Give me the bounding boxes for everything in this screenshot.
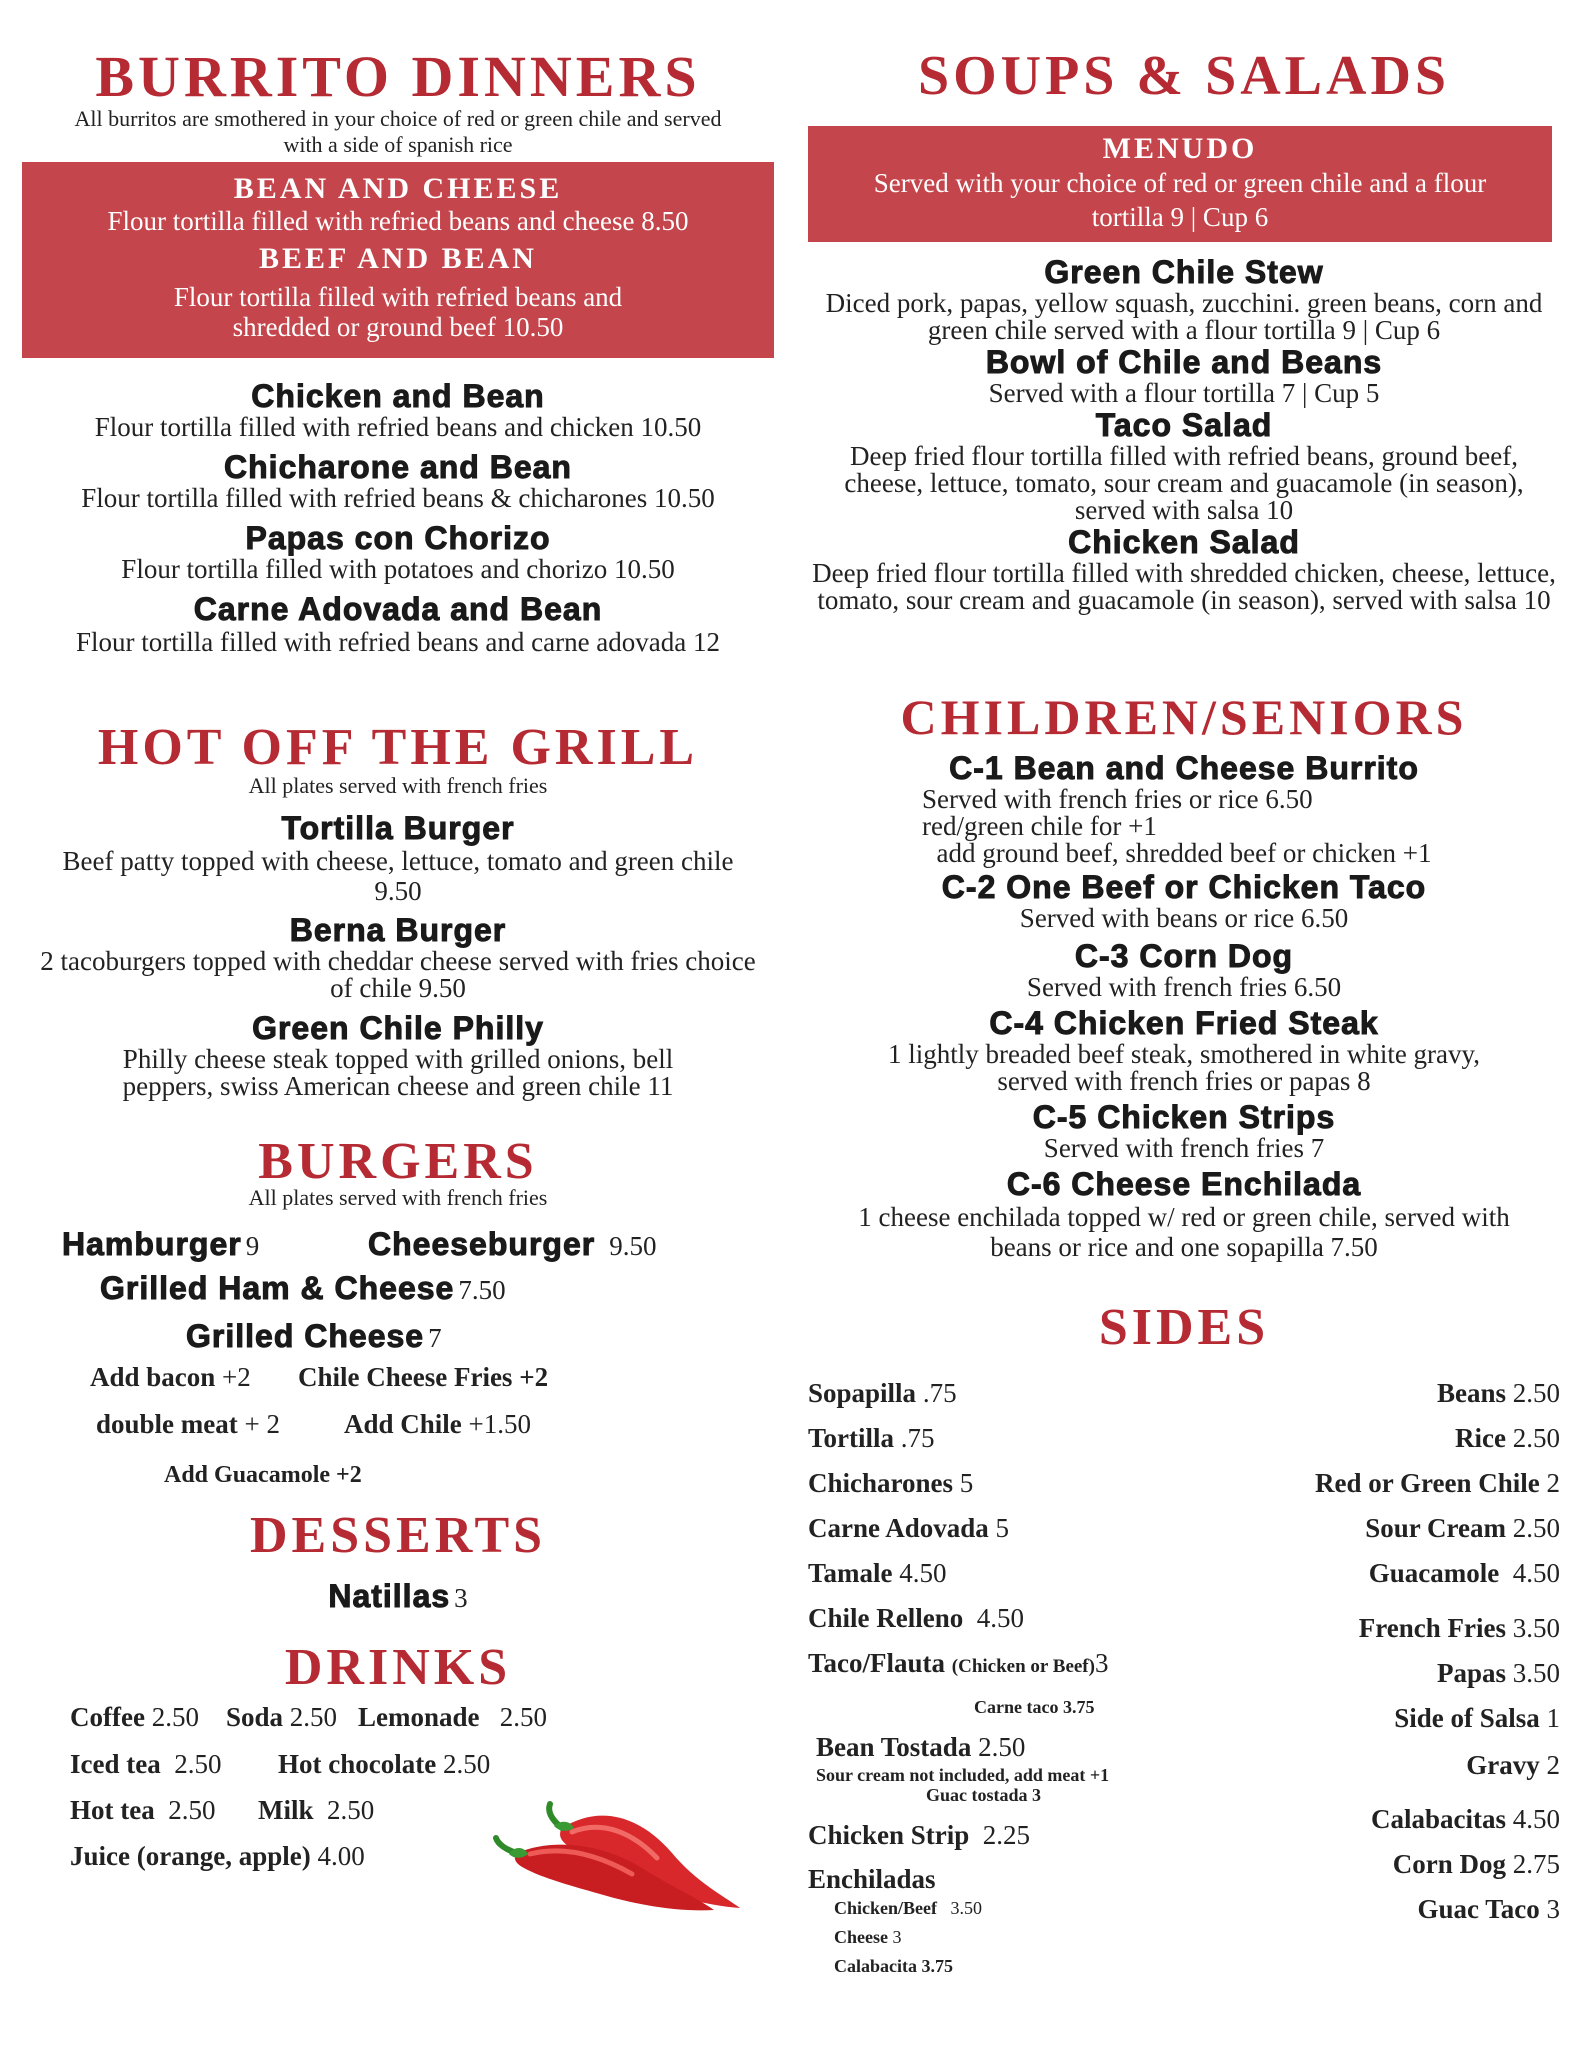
side-name: Sour Cream bbox=[1365, 1513, 1506, 1543]
addon-price: +2 bbox=[222, 1362, 251, 1392]
side-enchiladas: Enchiladas bbox=[808, 1864, 936, 1894]
side-price: 4.50 bbox=[1512, 1558, 1560, 1588]
side-item bbox=[808, 1468, 973, 1499]
menu-item bbox=[808, 254, 1560, 344]
item-name: Grilled Cheese bbox=[186, 1318, 425, 1354]
drink-name: Hot chocolate bbox=[278, 1749, 437, 1779]
burrito-dinners-title: BURRITO DINNERS bbox=[95, 44, 701, 109]
cheeseburger-item bbox=[368, 1226, 656, 1262]
item-desc: Flour tortilla filled with refried beans & chicharones 10.50 bbox=[81, 483, 715, 513]
item-name: C-3 Corn Dog bbox=[1074, 938, 1294, 974]
side-name: Chicken Strip bbox=[808, 1820, 970, 1850]
item-name: C-4 Chicken Fried Steak bbox=[989, 1005, 1379, 1041]
side-item bbox=[808, 1378, 957, 1409]
grill-items bbox=[22, 810, 774, 1100]
side-price: 5 bbox=[995, 1513, 1010, 1543]
item-name: Bowl of Chile and Beans bbox=[985, 344, 1383, 380]
addon-name: Add bacon bbox=[90, 1362, 216, 1392]
side-name: Papas bbox=[1436, 1658, 1506, 1688]
side-name: Corn Dog bbox=[1392, 1849, 1506, 1879]
desserts-title: DESSERTS bbox=[249, 1507, 547, 1564]
addon-price: +2 bbox=[336, 1462, 362, 1488]
side-price: 2.25 bbox=[982, 1820, 1031, 1850]
drink-coffee bbox=[70, 1702, 199, 1733]
side-price: 2 bbox=[1546, 1468, 1560, 1498]
side-price: 3 bbox=[892, 1927, 902, 1947]
addon-price: +2 bbox=[519, 1362, 549, 1392]
item-name: Taco Salad bbox=[1095, 407, 1273, 443]
drink-name: Coffee bbox=[70, 1702, 145, 1732]
drink-soda bbox=[226, 1702, 337, 1733]
drink-iced-tea bbox=[70, 1749, 221, 1780]
grilled-cheese-item bbox=[186, 1318, 442, 1354]
side-price: 2.50 bbox=[1512, 1513, 1560, 1543]
hamburger-item bbox=[62, 1226, 259, 1262]
side-carne-taco: Carne taco 3.75 bbox=[974, 1697, 1095, 1717]
item-name: BEAN AND CHEESE bbox=[233, 172, 563, 205]
side-ench-cheese bbox=[834, 1927, 901, 1948]
children-items bbox=[808, 750, 1560, 1262]
item-name: Cheeseburger bbox=[368, 1226, 596, 1262]
item-desc: Served with french fries 7 bbox=[1043, 1133, 1325, 1163]
item-desc: Deep fried flour tortilla filled with refried beans, ground beef, cheese, lettuce, tomato, sour cream and guacamole (in season), served with salsa 10 bbox=[844, 441, 1524, 525]
menu-item bbox=[22, 520, 774, 583]
side-name: French Fries bbox=[1358, 1613, 1506, 1643]
item-name: BEEF AND BEAN bbox=[259, 242, 537, 275]
menu-item bbox=[22, 449, 774, 512]
item-desc: 2 tacoburgers topped with cheddar cheese served with fries choice of chile 9.50 bbox=[40, 946, 756, 1003]
side-item bbox=[1160, 1513, 1560, 1544]
menu-item bbox=[808, 407, 1560, 524]
side-name: Guacamole bbox=[1368, 1558, 1500, 1588]
side-price: 2.50 bbox=[1512, 1378, 1560, 1408]
item-name: C-5 Chicken Strips bbox=[1032, 1099, 1336, 1135]
menu-item bbox=[22, 810, 774, 906]
grill-title: HOT OFF THE GRILL bbox=[97, 719, 699, 776]
item-name: MENUDO bbox=[1102, 132, 1258, 165]
side-item bbox=[808, 1423, 935, 1454]
burrito-featured-box bbox=[22, 162, 774, 358]
side-price: 3.50 bbox=[1512, 1658, 1560, 1688]
drink-hot-tea bbox=[70, 1795, 215, 1826]
side-price: .75 bbox=[922, 1378, 957, 1408]
burgers-title: BURGERS bbox=[258, 1133, 538, 1190]
side-item-chicken-strip bbox=[808, 1820, 1030, 1851]
addon-price: +1.50 bbox=[468, 1409, 532, 1439]
side-item bbox=[1160, 1378, 1560, 1409]
side-name: Bean Tostada bbox=[816, 1732, 972, 1762]
menu-item bbox=[808, 938, 1560, 1001]
drink-juice bbox=[70, 1841, 365, 1872]
menu-item bbox=[808, 869, 1560, 932]
side-item bbox=[1160, 1703, 1560, 1734]
item-desc: Served with a flour tortilla 7 | Cup 5 bbox=[988, 378, 1380, 408]
addon-bacon bbox=[90, 1362, 251, 1393]
side-name: Calabacitas bbox=[1371, 1804, 1506, 1834]
item-desc: Flour tortilla filled with refried beans and cheese 8.50 bbox=[107, 206, 689, 236]
side-name: Taco/Flauta bbox=[808, 1648, 946, 1678]
menu-item bbox=[22, 912, 774, 1002]
side-price: 2.75 bbox=[1512, 1849, 1560, 1879]
item-desc: Deep fried flour tortilla filled with shredded chicken, cheese, lettuce, tomato, sour cream and guacamole (in season), served with salsa 10 bbox=[812, 558, 1556, 615]
item-name: Tortilla Burger bbox=[281, 810, 515, 846]
menu-item bbox=[22, 591, 774, 658]
drink-name: Milk bbox=[258, 1795, 314, 1825]
item-name: Carne Adovada and Bean bbox=[193, 591, 603, 627]
menu-item bbox=[808, 750, 1560, 867]
drink-price: 2.50 bbox=[499, 1702, 547, 1732]
drink-price: 2.50 bbox=[168, 1795, 216, 1825]
side-item bbox=[808, 1513, 1009, 1544]
side-price: 3.50 bbox=[950, 1898, 982, 1918]
menu-item bbox=[808, 524, 1560, 614]
side-item-bean-tostada bbox=[816, 1732, 1025, 1763]
addon-name: double meat bbox=[96, 1409, 238, 1439]
drink-hot-chocolate bbox=[278, 1749, 490, 1780]
side-price: 3 bbox=[1546, 1894, 1560, 1924]
menu-item bbox=[808, 1099, 1560, 1162]
item-desc: Flour tortilla filled with refried beans and carne adovada 12 bbox=[75, 627, 721, 657]
side-price: 4.50 bbox=[1512, 1804, 1560, 1834]
side-name: Carne Adovada bbox=[808, 1513, 989, 1543]
side-name: Guac Taco bbox=[1417, 1894, 1540, 1924]
menudo-box bbox=[808, 126, 1552, 242]
addon-name: Add Chile bbox=[344, 1409, 462, 1439]
menu-item bbox=[808, 1005, 1560, 1095]
drink-name: Lemonade bbox=[358, 1702, 480, 1732]
addon-double-meat bbox=[96, 1409, 280, 1440]
item-desc: Flour tortilla filled with refried beans and chicken 10.50 bbox=[94, 412, 702, 442]
item-desc: Served with french fries 6.50 bbox=[1026, 972, 1342, 1002]
item-desc: Served with french fries or rice 6.50 bbox=[922, 784, 1313, 814]
drink-price: 2.50 bbox=[174, 1749, 222, 1779]
side-note: (Chicken or Beef) bbox=[951, 1656, 1095, 1677]
side-item bbox=[1160, 1750, 1560, 1781]
burrito-note: All burritos are smothered in your choice of red or green chile and served with a side of spanish rice bbox=[74, 106, 722, 157]
item-name: Chicharone and Bean bbox=[224, 449, 572, 485]
item-desc: Diced pork, papas, yellow squash, zucchini. green beans, corn and green chile served with a flour tortilla 9 | Cup 6 bbox=[825, 288, 1543, 345]
side-price: 2.50 bbox=[1512, 1423, 1560, 1453]
side-name: Beans bbox=[1436, 1378, 1506, 1408]
menu-item bbox=[22, 378, 774, 441]
side-name: Side of Salsa bbox=[1394, 1703, 1540, 1733]
side-item bbox=[1160, 1894, 1560, 1925]
side-price: 3.50 bbox=[1512, 1613, 1560, 1643]
item-name: Green Chile Philly bbox=[252, 1010, 544, 1046]
item-desc: red/green chile for +1 bbox=[922, 811, 1157, 841]
item-price: 7.50 bbox=[458, 1275, 506, 1305]
drink-name: Juice (orange, apple) bbox=[70, 1841, 311, 1871]
chile-peppers-icon bbox=[492, 1798, 742, 1918]
side-item bbox=[1160, 1849, 1560, 1880]
item-desc: 1 lightly breaded beef steak, smothered in white gravy, served with french fries or papas 8 bbox=[887, 1039, 1481, 1096]
burrito-items bbox=[22, 378, 774, 658]
side-ench-chicken-beef bbox=[834, 1898, 982, 1919]
side-price: 2.50 bbox=[978, 1732, 1026, 1762]
soups-items bbox=[808, 254, 1560, 614]
side-price: 4.50 bbox=[899, 1558, 947, 1588]
item-price: 9 bbox=[245, 1231, 260, 1261]
item-name: C-1 Bean and Cheese Burrito bbox=[949, 750, 1419, 786]
addon-name: Chile Cheese Fries bbox=[298, 1362, 513, 1392]
natillas-item bbox=[22, 1578, 774, 1614]
drink-name: Hot tea bbox=[70, 1795, 155, 1825]
side-price: 1 bbox=[1546, 1703, 1560, 1733]
menu-item bbox=[808, 1166, 1560, 1262]
menu-item bbox=[808, 344, 1560, 407]
side-name: Red or Green Chile bbox=[1315, 1468, 1540, 1498]
item-desc: 1 cheese enchilada topped w/ red or green chile, served with beans or rice and one sopapilla 7.50 bbox=[858, 1202, 1510, 1262]
item-desc: Flour tortilla filled with potatoes and chorizo 10.50 bbox=[121, 554, 675, 584]
item-desc: Served with beans or rice 6.50 bbox=[1019, 903, 1349, 933]
addon-chile-fries bbox=[298, 1362, 548, 1393]
menu-item bbox=[22, 1010, 774, 1100]
drink-price: 2.50 bbox=[327, 1795, 375, 1825]
side-name: Cheese bbox=[834, 1927, 888, 1947]
item-name: Green Chile Stew bbox=[1044, 254, 1324, 290]
side-ench-calabacita: Calabacita 3.75 bbox=[834, 1956, 953, 1976]
drink-price: 4.00 bbox=[317, 1841, 365, 1871]
side-price: 2 bbox=[1546, 1750, 1560, 1780]
side-tostada-note: Sour cream not included, add meat +1 bbox=[816, 1765, 1110, 1785]
item-name: Berna Burger bbox=[289, 912, 507, 948]
side-name: Chicken/Beef bbox=[834, 1898, 937, 1918]
drink-name: Soda bbox=[226, 1702, 284, 1732]
side-price: .75 bbox=[900, 1423, 935, 1453]
item-price: 3 bbox=[454, 1583, 468, 1613]
item-name: Papas con Chorizo bbox=[245, 520, 551, 556]
drink-milk bbox=[258, 1795, 374, 1826]
item-name: Natillas bbox=[328, 1578, 451, 1614]
item-desc: Served with your choice of red or green chile and a flour tortilla 9 | Cup 6 bbox=[873, 168, 1487, 232]
item-price: 7 bbox=[428, 1323, 442, 1353]
drinks-title: DRINKS bbox=[284, 1639, 512, 1696]
side-item bbox=[1160, 1658, 1560, 1689]
drink-price: 2.50 bbox=[151, 1702, 199, 1732]
ham-cheese-item bbox=[100, 1270, 506, 1306]
sides-title: SIDES bbox=[1098, 1299, 1270, 1356]
item-desc: add ground beef, shredded beef or chicken +1 bbox=[936, 838, 1432, 868]
side-name: Gravy bbox=[1466, 1750, 1540, 1780]
side-item bbox=[808, 1603, 1024, 1634]
item-name: Chicken Salad bbox=[1068, 524, 1300, 560]
addon-price: + 2 bbox=[244, 1409, 280, 1439]
children-seniors-title: CHILDREN/SENIORS bbox=[900, 689, 1468, 745]
addon-name: Add Guacamole bbox=[164, 1462, 331, 1488]
drink-price: 2.50 bbox=[442, 1749, 491, 1779]
item-name: Grilled Ham & Cheese bbox=[100, 1270, 455, 1306]
side-item bbox=[1160, 1558, 1560, 1589]
item-desc: Philly cheese steak topped with grilled onions, bell peppers, swiss American cheese and green chile 11 bbox=[122, 1044, 674, 1101]
side-item bbox=[1160, 1468, 1560, 1499]
item-desc: Beef patty topped with cheese, lettuce, tomato and green chile 9.50 bbox=[62, 846, 734, 906]
drink-name: Iced tea bbox=[70, 1749, 161, 1779]
side-name: Tamale bbox=[808, 1558, 893, 1588]
grill-note: All plates served with french fries bbox=[248, 773, 548, 798]
addon-chile bbox=[344, 1409, 531, 1440]
burgers-note: All plates served with french fries bbox=[248, 1185, 548, 1210]
side-price: 4.50 bbox=[976, 1603, 1024, 1633]
side-name: Rice bbox=[1455, 1423, 1506, 1453]
side-name: Chicharones bbox=[808, 1468, 954, 1498]
drink-price: 2.50 bbox=[289, 1702, 338, 1732]
side-price: 5 bbox=[959, 1468, 974, 1498]
side-name: Sopapilla bbox=[808, 1378, 917, 1408]
item-desc: Flour tortilla filled with refried beans and shredded or ground beef 10.50 bbox=[173, 282, 623, 342]
side-price: 3 bbox=[1094, 1648, 1109, 1678]
item-name: Hamburger bbox=[62, 1226, 242, 1262]
soups-salads-title: SOUPS & SALADS bbox=[917, 45, 1451, 107]
addon-guacamole bbox=[164, 1462, 362, 1489]
item-price: 9.50 bbox=[609, 1231, 657, 1261]
item-name: C-2 One Beef or Chicken Taco bbox=[941, 869, 1427, 905]
side-name: Tortilla bbox=[808, 1423, 895, 1453]
item-name: Chicken and Bean bbox=[251, 378, 545, 414]
side-item-taco-flauta bbox=[808, 1648, 1108, 1679]
side-name: Chile Relleno bbox=[808, 1603, 964, 1633]
side-item bbox=[1160, 1423, 1560, 1454]
drink-lemonade bbox=[358, 1702, 547, 1733]
side-item bbox=[1160, 1613, 1560, 1644]
item-name: C-6 Cheese Enchilada bbox=[1006, 1166, 1362, 1202]
side-guac-tostada: Guac tostada 3 bbox=[926, 1785, 1042, 1805]
side-item bbox=[808, 1558, 947, 1589]
side-item bbox=[1160, 1804, 1560, 1835]
